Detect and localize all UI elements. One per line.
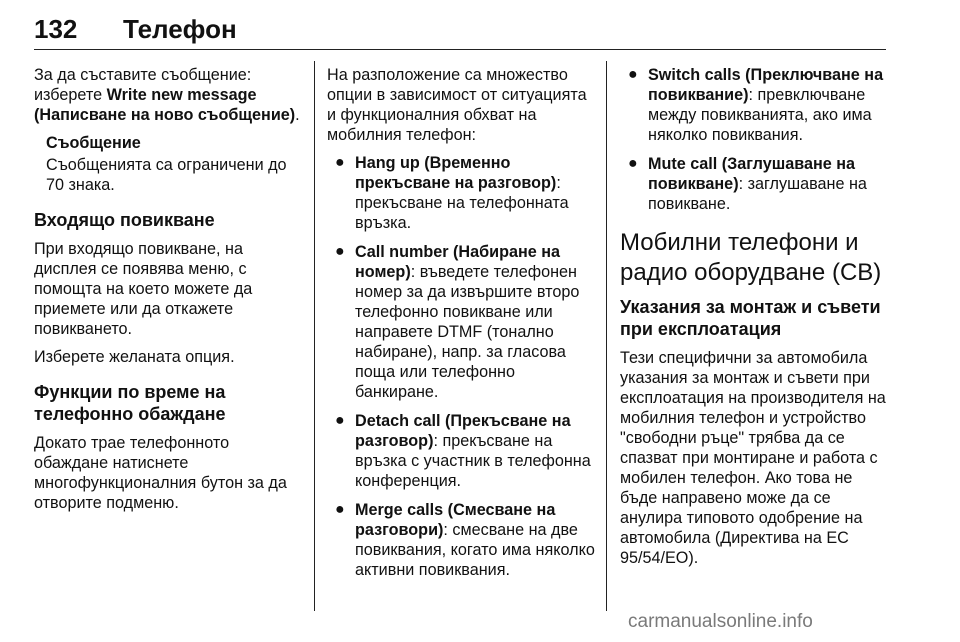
bullet-icon: ● xyxy=(628,66,638,83)
header-rule xyxy=(34,49,886,50)
watermark: carmanualsonline.info xyxy=(628,611,813,632)
message-heading: Съобщение xyxy=(46,134,141,152)
column-3 xyxy=(620,65,888,576)
detach-call-option: Detach call (Прекъсване на разговор) xyxy=(355,412,571,450)
column-1 xyxy=(34,65,302,521)
section-heading: Мобилни телефони и радио оборудване (CB) xyxy=(620,229,882,286)
call-options-list-continued xyxy=(620,65,888,214)
installation-subheading: Указания за монтаж и съвети при експлоатация xyxy=(620,297,881,339)
column-divider-1 xyxy=(314,61,315,611)
list-item xyxy=(620,154,888,214)
incoming-call-heading: Входящо повикване xyxy=(34,210,215,230)
functions-text: Докато трае телефонното обаждане натиснете многофункционалния бутон за да отворите подменю. xyxy=(34,434,287,512)
compose-paragraph xyxy=(34,65,302,125)
call-options-list xyxy=(327,153,595,580)
call-number-option: Call number (Набиране на номер) xyxy=(355,243,561,281)
list-item xyxy=(327,500,595,580)
bullet-icon: ● xyxy=(335,154,345,171)
mute-call-option: Mute call (Заглушаване на повикване) xyxy=(648,155,855,193)
functions-heading: Функции по време на телефонно обаждане xyxy=(34,382,226,424)
bullet-icon: ● xyxy=(335,412,345,429)
list-item xyxy=(327,242,595,402)
options-intro: На разположение са множество опции в зависимост от ситуацията и функционалния обхват на мобилния телефон: xyxy=(327,66,587,144)
page-number: 132 xyxy=(34,14,78,44)
detach-call-text: : прекъсване на връзка с участник в телефонна конференция. xyxy=(355,432,591,490)
page-header xyxy=(34,14,886,48)
hang-up-text: : прекъсване на телефонната връзка. xyxy=(355,174,569,232)
message-text: Съобщенията са ограничени до 70 знака. xyxy=(46,156,287,194)
bullet-icon: ● xyxy=(628,155,638,172)
call-number-text: : въведете телефонен номер за да извършите второ телефонно повикване или направете DTMF (тонално набиране), напр. за гласова поща или телефонно банкиране. xyxy=(355,263,580,401)
bullet-icon: ● xyxy=(335,243,345,260)
column-divider-2 xyxy=(606,61,607,611)
hang-up-option: Hang up (Временно прекъсване на разговор) xyxy=(355,154,557,192)
list-item xyxy=(327,153,595,233)
write-new-message-option: Write new message (Написване на ново съобщение) xyxy=(34,86,296,124)
page-title: Телефон xyxy=(123,14,237,44)
compose-end: . xyxy=(295,106,300,124)
list-item xyxy=(620,65,888,145)
mute-call-text: : заглушаване на повикване. xyxy=(648,175,867,213)
merge-calls-text: : смесване на две повиквания, когато има няколко активни повиквания. xyxy=(355,521,595,579)
list-item xyxy=(327,411,595,491)
incoming-call-text: При входящо повикване, на дисплея се появява меню, с помощта на което можете да приемете или да откажете повикването. xyxy=(34,240,253,338)
switch-calls-text: : превключване между повикванията, ако има няколко повиквания. xyxy=(648,86,872,144)
select-option-text: Изберете желаната опция. xyxy=(34,348,235,366)
column-2 xyxy=(327,65,595,589)
bullet-icon: ● xyxy=(335,501,345,518)
installation-text: Тези специфични за автомобила указания за монтаж и съвети при експлоатация на производителя на мобилния телефон и устройство "свободни ръце" трябва да се спазват при монтиране и работа с мобилен телефон. Ако това не бъде направено може да се анулира типовото одобрение на автомобила (Директива на ЕС 95/54/ЕО). xyxy=(620,349,886,567)
compose-text: За да съставите съобщение: изберете xyxy=(34,66,252,104)
message-subheading xyxy=(34,133,302,153)
switch-calls-option: Switch calls (Преключване на повиквание) xyxy=(648,66,884,104)
merge-calls-option: Merge calls (Смесване на разговори) xyxy=(355,501,556,539)
